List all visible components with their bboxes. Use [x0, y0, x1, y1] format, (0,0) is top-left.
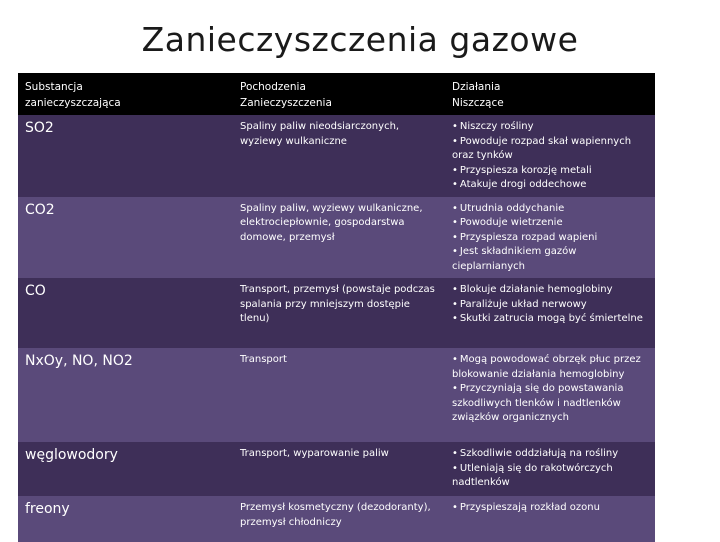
cell-origin: Transport, wyparowanie paliw	[233, 442, 445, 496]
cell-substance: węglowodory	[18, 442, 233, 496]
effect-item: • Paraliżuje układ nerwowy	[452, 298, 650, 313]
effect-item: • Jest składnikiem gazów cieplarnianych	[452, 245, 650, 274]
effect-item: • Mogą powodować obrzęk płuc przez blokowanie działania hemoglobiny	[452, 353, 650, 382]
header-effects: Działania Niszczące	[445, 73, 655, 115]
effects-list	[452, 202, 650, 275]
effect-item: • Atakuje drogi oddechowe	[452, 178, 650, 193]
cell-substance: freony	[18, 496, 233, 542]
slide-title: Zanieczyszczenia gazowe	[141, 20, 579, 59]
cell-substance: SO2	[18, 115, 233, 197]
effect-item: • Powoduje rozpad skał wapiennych oraz tynków	[452, 135, 650, 164]
effect-item: • Przyczyniają się do powstawania szkodliwych tlenków i nadtlenków związków organicznych	[452, 382, 650, 426]
effect-item: • Utrudnia oddychanie	[452, 202, 650, 217]
effect-item: • Skutki zatrucia mogą być śmiertelne	[452, 312, 650, 327]
table-header-row	[18, 73, 655, 115]
table-row	[18, 348, 655, 442]
effect-item: • Przyspiesza korozję metali	[452, 164, 650, 179]
cell-substance: CO2	[18, 197, 233, 279]
effects-list	[452, 353, 650, 426]
cell-origin: Przemysł kosmetyczny (dezodoranty), przemysł chłodniczy	[233, 496, 445, 542]
cell-effects	[445, 442, 655, 496]
cell-substance: NxOy, NO, NO2	[18, 348, 233, 442]
cell-origin: Transport, przemysł (powstaje podczas spalania przy mniejszym dostępie tlenu)	[233, 278, 445, 348]
pollutants-table	[18, 73, 655, 542]
table-row	[18, 197, 655, 279]
effects-list	[452, 447, 650, 491]
table-row	[18, 496, 655, 542]
cell-effects	[445, 197, 655, 279]
effect-item: • Przyspieszają rozkład ozonu	[452, 501, 650, 516]
cell-substance: CO	[18, 278, 233, 348]
table-row	[18, 115, 655, 197]
cell-origin: Transport	[233, 348, 445, 442]
cell-effects	[445, 348, 655, 442]
effect-item: • Niszczy rośliny	[452, 120, 650, 135]
effect-item: • Szkodliwie oddziałują na rośliny	[452, 447, 650, 462]
effects-list	[452, 120, 650, 193]
table-row	[18, 442, 655, 496]
effect-item: • Przyspiesza rozpad wapieni	[452, 231, 650, 246]
effects-list	[452, 501, 650, 516]
cell-effects	[445, 278, 655, 348]
effect-item: • Blokuje działanie hemoglobiny	[452, 283, 650, 298]
header-origin: Pochodzenia Zanieczyszczenia	[233, 73, 445, 115]
header-substance: Substancja zanieczyszczająca	[18, 73, 233, 115]
cell-effects	[445, 496, 655, 542]
effects-list	[452, 283, 650, 327]
effect-item: • Utleniają się do rakotwórczych nadtlenków	[452, 462, 650, 491]
cell-effects	[445, 115, 655, 197]
cell-origin: Spaliny paliw nieodsiarczonych, wyziewy wulkaniczne	[233, 115, 445, 197]
table-row	[18, 278, 655, 348]
effect-item: • Powoduje wietrzenie	[452, 216, 650, 231]
cell-origin: Spaliny paliw, wyziewy wulkaniczne, elektrociepłownie, gospodarstwa domowe, przemysł	[233, 197, 445, 279]
